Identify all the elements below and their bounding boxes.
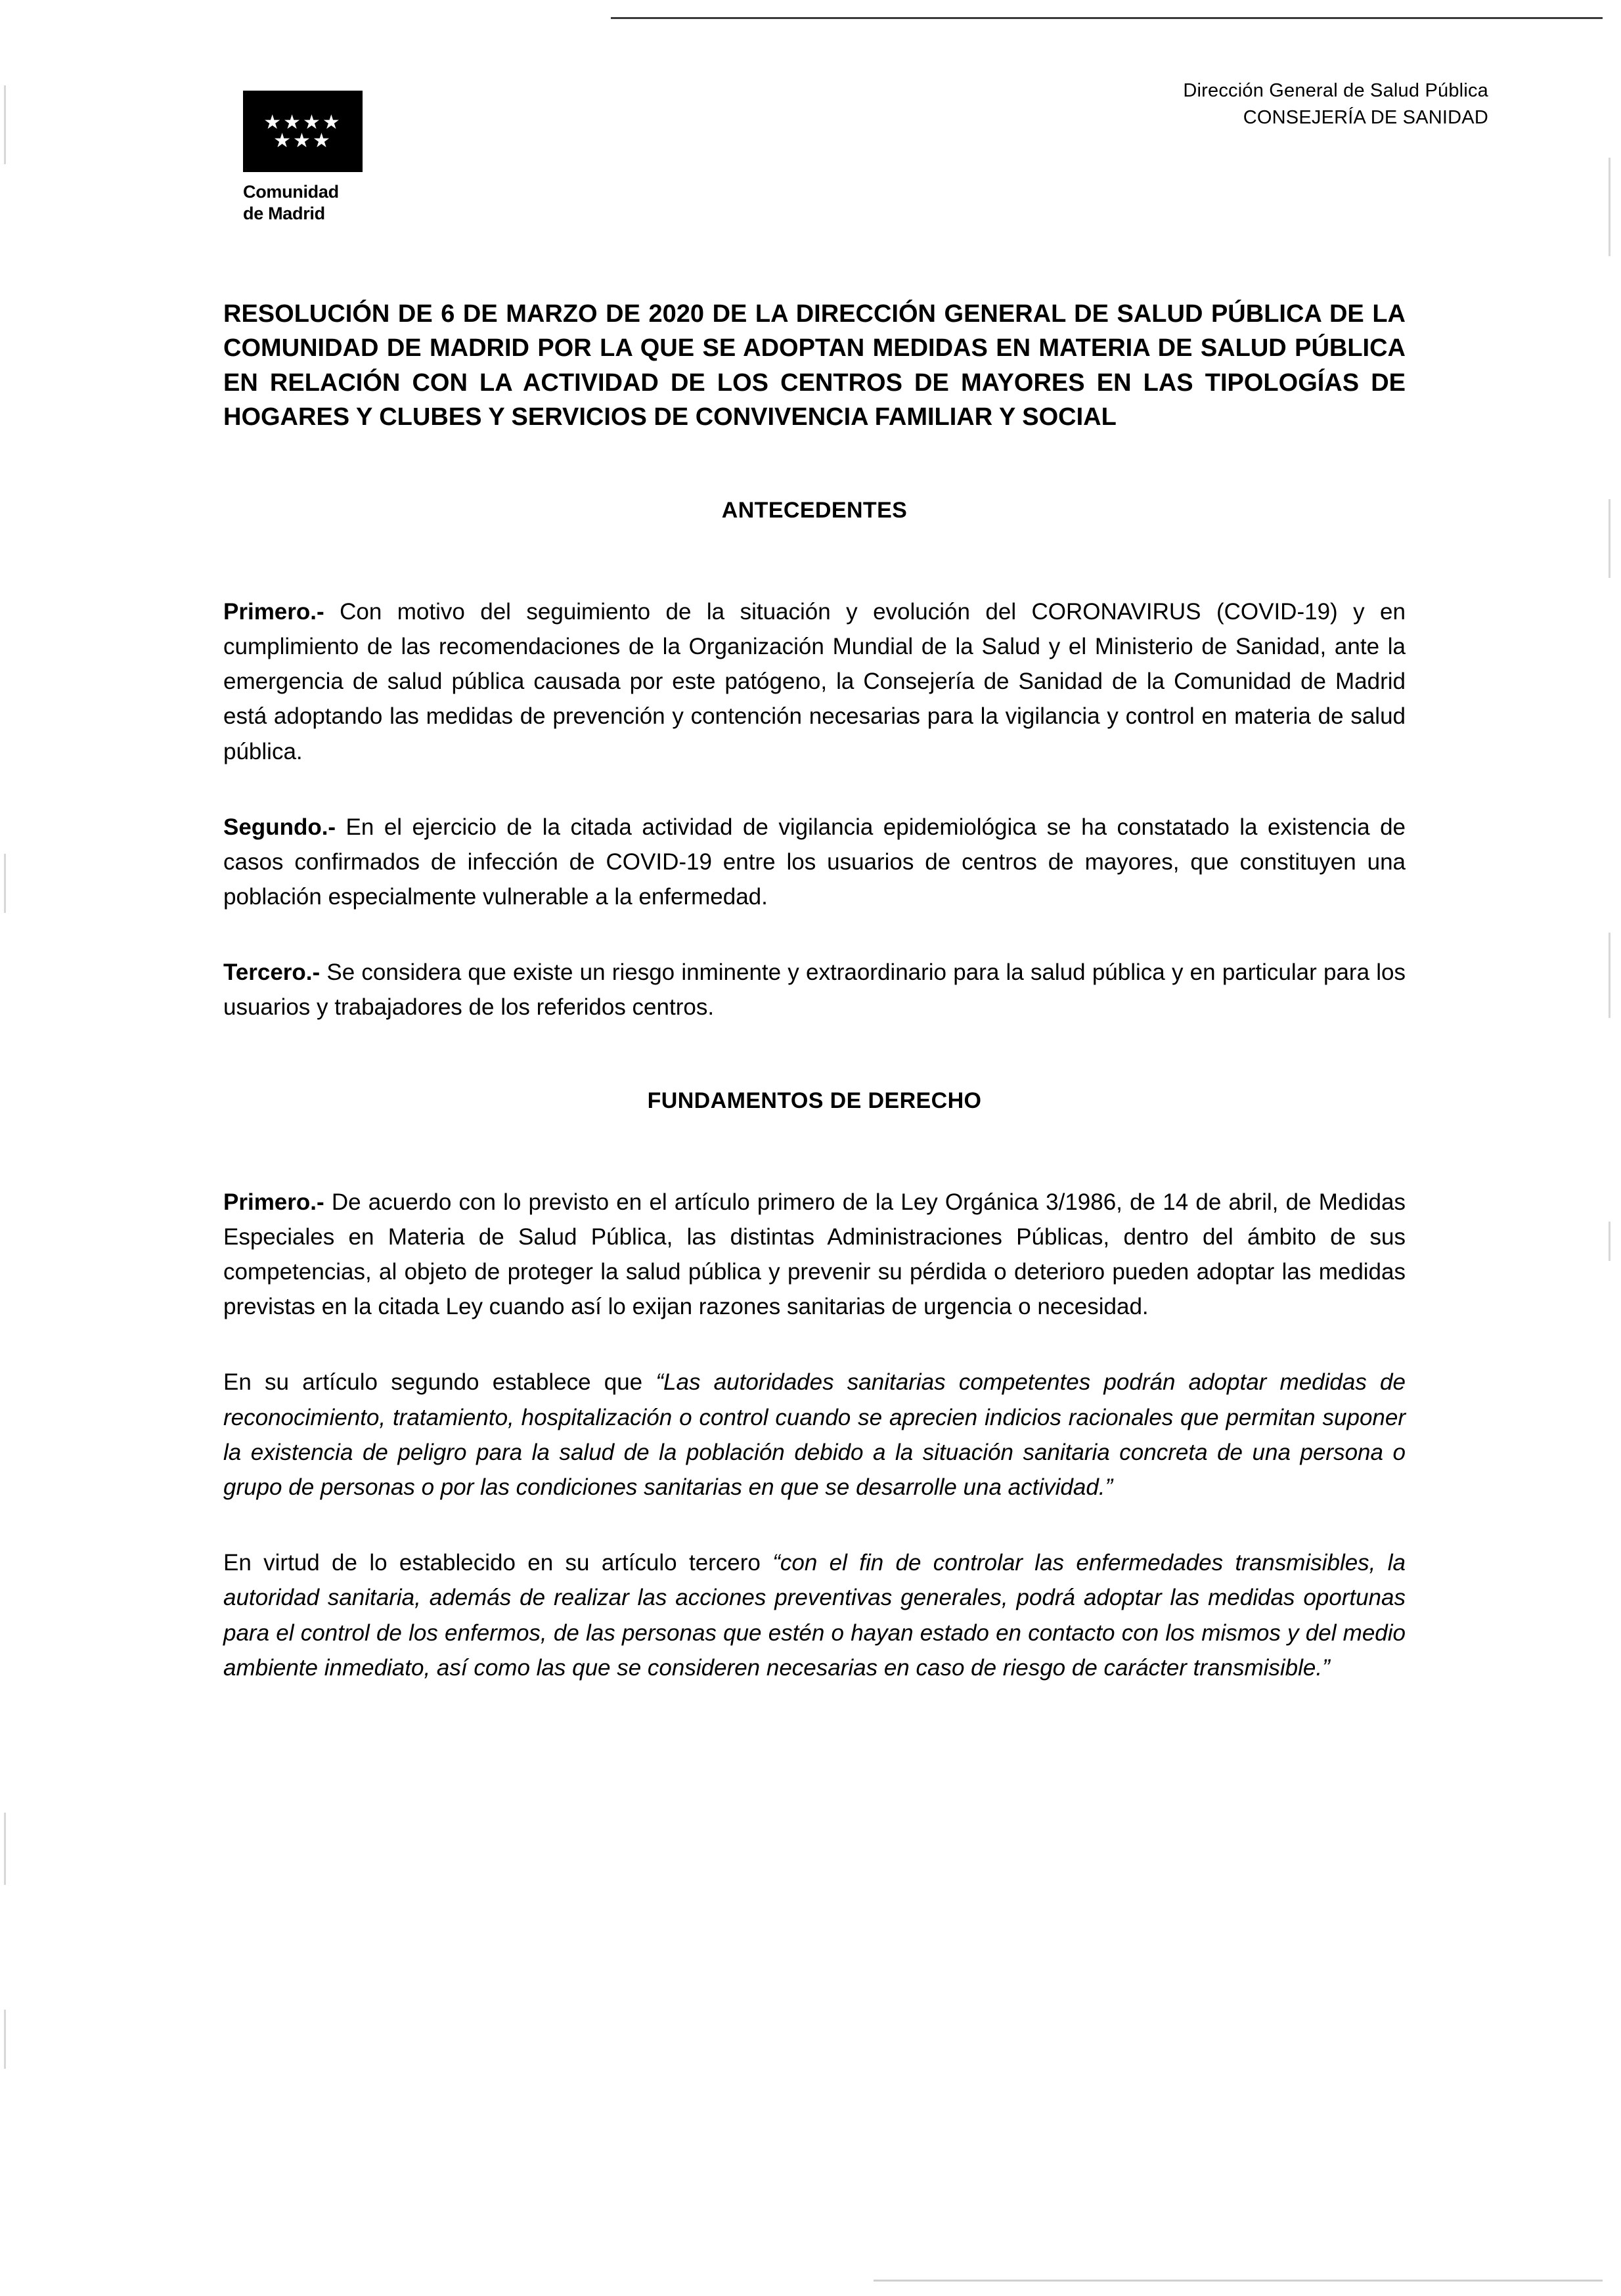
scan-artifact-edge-mark: [4, 1813, 6, 1885]
scan-artifact-edge-mark: [1609, 933, 1610, 1018]
scan-artifact-top-rule: [611, 17, 1603, 19]
fundamentos-quote-articulo-tercero: “con el fin de controlar las enfermedades transmisibles, la autoridad sanitaria, además de realizar las acciones preventivas generales, podrá adoptar las medidas oportunas para el control de los enfermos, de las personas que estén o hayan estado en contacto con los mismos y del medio ambiente inmediato, así como las que se consideren necesarias en caso de riesgo de carácter transmisible.”: [223, 1550, 1406, 1681]
document-body: [223, 297, 1406, 1708]
scan-artifact-edge-mark: [4, 854, 6, 913]
scan-artifact-edge-mark: [1609, 499, 1610, 578]
section-heading-antecedentes: ANTECEDENTES: [721, 497, 908, 523]
stars-bottom-row: ★★★: [273, 130, 332, 152]
issuing-department: [1183, 77, 1488, 131]
paragraph-label-primero: Primero.-: [223, 598, 324, 625]
antecedentes-paragraph-primero: [223, 594, 1406, 769]
fundamentos-label-primero: Primero.-: [223, 1189, 324, 1215]
document-header: [0, 77, 1621, 275]
comunidad-de-madrid-logo: [243, 91, 401, 225]
paragraph-label-tercero: Tercero.-: [223, 960, 321, 986]
logo-wordmark-line1: Comunidad: [243, 182, 339, 202]
fundamentos-quote-articulo-segundo: “Las autoridades sanitarias competentes podrán adoptar medidas de reconocimiento, tratamiento, hospitalización o control cuando se aprecien indicios racionales que permitan suponer la existencia de peligro para la salud de la población debido a la situación sanitaria concreta de una persona o grupo de personas o por las condiciones sanitarias en que se desarrolle una actividad.”: [223, 1369, 1406, 1500]
fundamentos-text-primero: De acuerdo con lo previsto en el artículo primero de la Ley Orgánica 3/1986, de 14 de abril, de Medidas Especiales en Materia de Salud Pública, las distintas Administraciones Públicas, dentro del ámbito de sus competencias, al objeto de proteger la salud pública y prevenir su pérdida o deterioro pueden adoptar las medidas previstas en la citada Ley cuando así lo exijan razones sanitarias de urgencia o necesidad.: [223, 1189, 1406, 1320]
fundamentos-paragraph-primero: [223, 1185, 1406, 1325]
section-heading-fundamentos: FUNDAMENTOS DE DERECHO: [647, 1088, 982, 1113]
antecedentes-paragraph-tercero: [223, 955, 1406, 1025]
logo-wordmark-line2: de Madrid: [243, 203, 325, 223]
department-ministry: CONSEJERÍA DE SANIDAD: [1243, 107, 1488, 129]
logo-wordmark: [243, 181, 401, 225]
stars-top-row: ★★★★: [263, 112, 342, 133]
resolution-title: RESOLUCIÓN DE 6 DE MARZO DE 2020 DE LA DIRECCIÓN GENERAL DE SALUD PÚBLICA DE LA COMUNIDAD DE MADRID POR LA QUE SE ADOPTAN MEDIDAS EN MATERIA DE SALUD PÚBLICA EN RELACIÓN CON LA ACTIVIDAD DE LOS CENTROS DE MAYORES EN LAS TIPOLOGÍAS DE HOGARES Y CLUBES Y SERVICIOS DE CONVIVENCIA FAMILIAR Y SOCIAL: [223, 300, 1406, 431]
paragraph-text-segundo: En el ejercicio de la citada actividad de vigilancia epidemiológica se ha constatado la existencia de casos confirmados de infección de COVID-19 entre los usuarios de centros de mayores, que constituyen una población especialmente vulnerable a la enfermedad.: [223, 814, 1406, 910]
scan-artifact-edge-mark: [4, 2010, 6, 2069]
antecedentes-paragraph-segundo: [223, 810, 1406, 915]
scan-artifact-bottom-rule: [874, 2280, 1603, 2282]
scan-artifact-edge-mark: [1609, 1222, 1610, 1261]
paragraph-text-tercero: Se considera que existe un riesgo inminente y extraordinario para la salud pública y en particular para los usuarios y trabajadores de los referidos centros.: [223, 960, 1406, 1021]
fundamentos-paragraph-articulo-segundo: [223, 1365, 1406, 1505]
department-general-direction: Dirección General de Salud Pública: [1183, 80, 1488, 101]
fundamentos-lead-articulo-tercero: En virtud de lo establecido en su artículo tercero: [223, 1550, 773, 1576]
paragraph-text-primero: Con motivo del seguimiento de la situación y evolución del CORONAVIRUS (COVID-19) y en cumplimiento de las recomendaciones de la Organización Mundial de la Salud y el Ministerio de Sanidad, ante la emergencia de salud pública causada por este patógeno, la Consejería de Sanidad de la Comunidad de Madrid está adoptando las medidas de prevención y contención necesarias para la vigilancia y control en materia de salud pública.: [223, 598, 1406, 764]
paragraph-label-segundo: Segundo.-: [223, 814, 336, 840]
fundamentos-paragraph-articulo-tercero: [223, 1545, 1406, 1685]
fundamentos-lead-articulo-segundo: En su artículo segundo establece que: [223, 1369, 656, 1396]
seven-stars-emblem-icon: [243, 91, 363, 172]
